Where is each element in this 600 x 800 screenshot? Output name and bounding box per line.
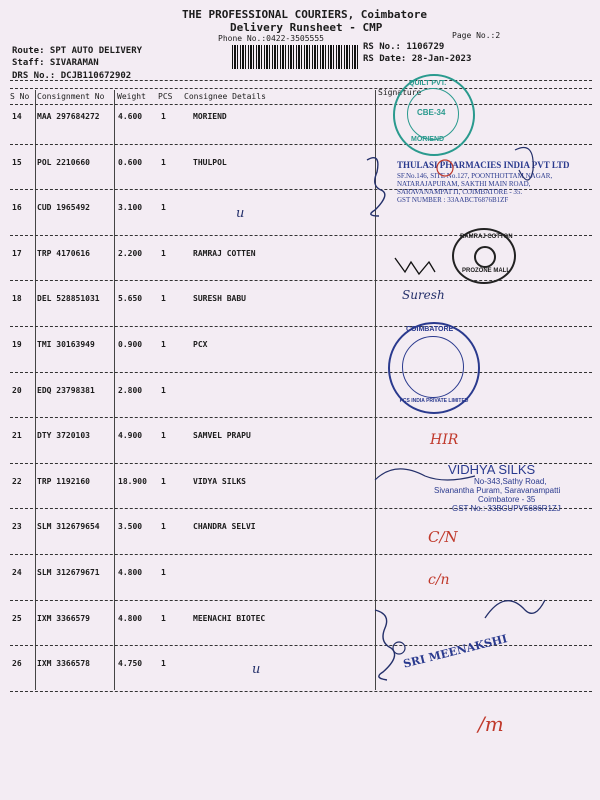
signature-vidya bbox=[375, 469, 475, 480]
thulasi-stamp-title: THULASI PHARMACIES INDIA PVT LTD bbox=[397, 160, 570, 170]
row-consignment: SLM 312679671 bbox=[37, 568, 100, 577]
vidhya-stamp-gst: GST No.: 33BCUPV5686R1ZJ bbox=[452, 504, 561, 513]
row-pcs: 1 bbox=[161, 248, 166, 258]
route-label: Route: SPT AUTO DELIVERY bbox=[12, 46, 143, 56]
barcode bbox=[232, 45, 358, 69]
signature-moriend bbox=[515, 148, 533, 181]
signature-red-loop bbox=[437, 160, 453, 176]
row-consignment: CUD 1965492 bbox=[37, 203, 90, 213]
row-weight: 18.900 bbox=[118, 476, 147, 486]
document-subtitle: Delivery Runsheet - CMP bbox=[230, 21, 383, 34]
page-number: Page No.:2 bbox=[452, 31, 501, 40]
row-pcs: 1 bbox=[161, 568, 166, 577]
row-weight: 4.600 bbox=[118, 112, 143, 121]
row-consignee: CHANDRA SELVI bbox=[193, 522, 256, 532]
row-consignment: TRP 4170616 bbox=[37, 248, 90, 258]
row-consignment: IXM 3366579 bbox=[37, 613, 90, 623]
row-consignment: SLM 312679654 bbox=[37, 522, 100, 532]
row-weight: 5.650 bbox=[118, 294, 143, 304]
pcs-stamp-ring: PCS INDIA PRIVATE LIMITED bbox=[399, 398, 469, 404]
moriend-stamp-top: QUILT PVT. bbox=[409, 80, 447, 87]
row-sno: 24 bbox=[12, 568, 22, 577]
row-weight: 0.600 bbox=[118, 157, 143, 167]
thulasi-stamp-gst: GST NUMBER : 33AABCT6876B1ZF bbox=[397, 196, 509, 204]
row-consignment: DEL 528851031 bbox=[37, 294, 100, 304]
row-weight: 3.500 bbox=[118, 522, 143, 532]
row-consignment: EDQ 23798381 bbox=[37, 385, 95, 395]
signature-scribbles bbox=[355, 140, 600, 700]
rs-date: RS Date: 28-Jan-2023 bbox=[363, 54, 472, 64]
pcs-stamp-top: COIMBATORE bbox=[406, 326, 454, 333]
row-consignment: DTY 3720103 bbox=[37, 431, 90, 441]
handwriting-r18: Suresh bbox=[402, 288, 445, 302]
row-consignee: MEENACHI BIOTEC bbox=[193, 613, 266, 623]
ramraj-stamp-top: RAMRAJ COTTON bbox=[460, 234, 513, 240]
row-sno: 25 bbox=[12, 613, 22, 623]
col-header-weight: Weight bbox=[117, 92, 146, 101]
row-weight: 4.900 bbox=[118, 431, 143, 441]
handwriting-r21: HIR bbox=[430, 432, 459, 448]
row-pcs: 1 bbox=[161, 476, 166, 486]
row-pcs: 1 bbox=[161, 294, 166, 304]
thulasi-stamp-line: SARAVANAMPATTI, COIMBATORE - 35. bbox=[397, 188, 523, 196]
row-sno: 20 bbox=[12, 385, 22, 395]
vidhya-stamp-line: No-343,Sathy Road, bbox=[474, 477, 547, 486]
meenakshi-stamp: SRI MEENAKSHI bbox=[402, 632, 509, 671]
row-consignment: MAA 297684272 bbox=[37, 112, 100, 121]
row-consignee: PCX bbox=[193, 340, 208, 349]
handwriting-r24: c/n bbox=[428, 572, 450, 588]
handwriting-bottom: /m bbox=[478, 712, 504, 736]
vidhya-stamp-line: Coimbatore - 35 bbox=[478, 495, 536, 504]
row-pcs: 1 bbox=[161, 203, 166, 213]
row-pcs: 1 bbox=[161, 157, 166, 167]
row-consignee: MORIEND bbox=[193, 112, 227, 121]
row-sno: 14 bbox=[12, 112, 22, 121]
col-header-sno: S No bbox=[10, 92, 30, 101]
signature-meenachi bbox=[375, 610, 395, 680]
vidhya-stamp-line: Sivanantha Puram, Saravanampatti bbox=[434, 486, 561, 495]
handwriting-r26: u bbox=[252, 662, 261, 677]
row-consignee: RAMRAJ COTTEN bbox=[193, 248, 256, 258]
col-header-consignment: Consignment No bbox=[37, 92, 105, 101]
col-header-pcs: PCS bbox=[158, 92, 173, 101]
row-sno: 23 bbox=[12, 522, 22, 532]
drs-number: DRS No.: DCJB110672902 bbox=[12, 71, 132, 81]
col-header-consignee: Consignee Details bbox=[184, 92, 266, 101]
row-pcs: 1 bbox=[161, 385, 166, 395]
column-header-divider bbox=[10, 104, 592, 105]
row-sno: 15 bbox=[12, 157, 22, 167]
row-consignee: VIDYA SILKS bbox=[193, 476, 246, 486]
row-pcs: 1 bbox=[161, 112, 166, 121]
thulasi-stamp-line: NATARAJAPURAM, SAKTHI MAIN ROAD, bbox=[397, 180, 531, 188]
row-weight: 2.800 bbox=[118, 385, 143, 395]
header-divider bbox=[10, 80, 592, 81]
row-sno: 16 bbox=[12, 203, 22, 213]
moriend-stamp-ring: MORIEND bbox=[411, 136, 445, 143]
row-weight: 0.900 bbox=[118, 340, 143, 349]
row-consignment: IXM 3366578 bbox=[37, 659, 90, 669]
row-consignee: SAMVEL PRAPU bbox=[193, 431, 251, 441]
rs-number: RS No.: 1106729 bbox=[363, 42, 445, 52]
row-consignee: THULPOL bbox=[193, 157, 227, 167]
row-pcs: 1 bbox=[161, 340, 166, 349]
row-weight: 3.100 bbox=[118, 203, 143, 213]
signature-thulpol bbox=[367, 158, 385, 216]
staff-label: Staff: SIVARAMAN bbox=[12, 58, 99, 68]
vidhya-stamp-name: VIDHYA SILKS bbox=[448, 462, 536, 477]
thulasi-stamp-line: SF.No.146, SITE No.127, POONTHOTTAM NAGAR, bbox=[397, 172, 553, 180]
row-weight: 4.750 bbox=[118, 659, 143, 669]
handwriting-r23: C/N bbox=[428, 528, 458, 546]
signature-ramraj bbox=[395, 258, 435, 274]
document-title: THE PROFESSIONAL COURIERS, Coimbatore bbox=[182, 8, 428, 21]
row-pcs: 1 bbox=[161, 431, 166, 441]
row-sno: 19 bbox=[12, 340, 22, 349]
col-header-signature: Signature bbox=[378, 88, 422, 97]
row-pcs: 1 bbox=[161, 522, 166, 532]
row-consignee: SURESH BABU bbox=[193, 294, 246, 304]
row-sno: 21 bbox=[12, 431, 22, 441]
row-sno: 18 bbox=[12, 294, 22, 304]
row-weight: 2.200 bbox=[118, 248, 143, 258]
row-sno: 26 bbox=[12, 659, 22, 669]
moriend-stamp-code: CBE-34 bbox=[417, 108, 446, 117]
row-consignment: TMI 30163949 bbox=[37, 340, 95, 349]
row-sno: 17 bbox=[12, 248, 22, 258]
row-pcs: 1 bbox=[161, 613, 166, 623]
row-weight: 4.800 bbox=[118, 613, 143, 623]
row-weight: 4.800 bbox=[118, 568, 143, 577]
handwriting-r16: u bbox=[236, 206, 245, 221]
row-pcs: 1 bbox=[161, 659, 166, 669]
row-consignment: TRP 1192160 bbox=[37, 476, 90, 486]
phone-number: Phone No.:0422-3505555 bbox=[218, 34, 324, 43]
header-divider-2 bbox=[10, 88, 592, 89]
row-sno: 22 bbox=[12, 476, 22, 486]
ramraj-stamp-bottom: PROZONE MALL bbox=[462, 268, 510, 274]
row-consignment: POL 2210660 bbox=[37, 157, 90, 167]
